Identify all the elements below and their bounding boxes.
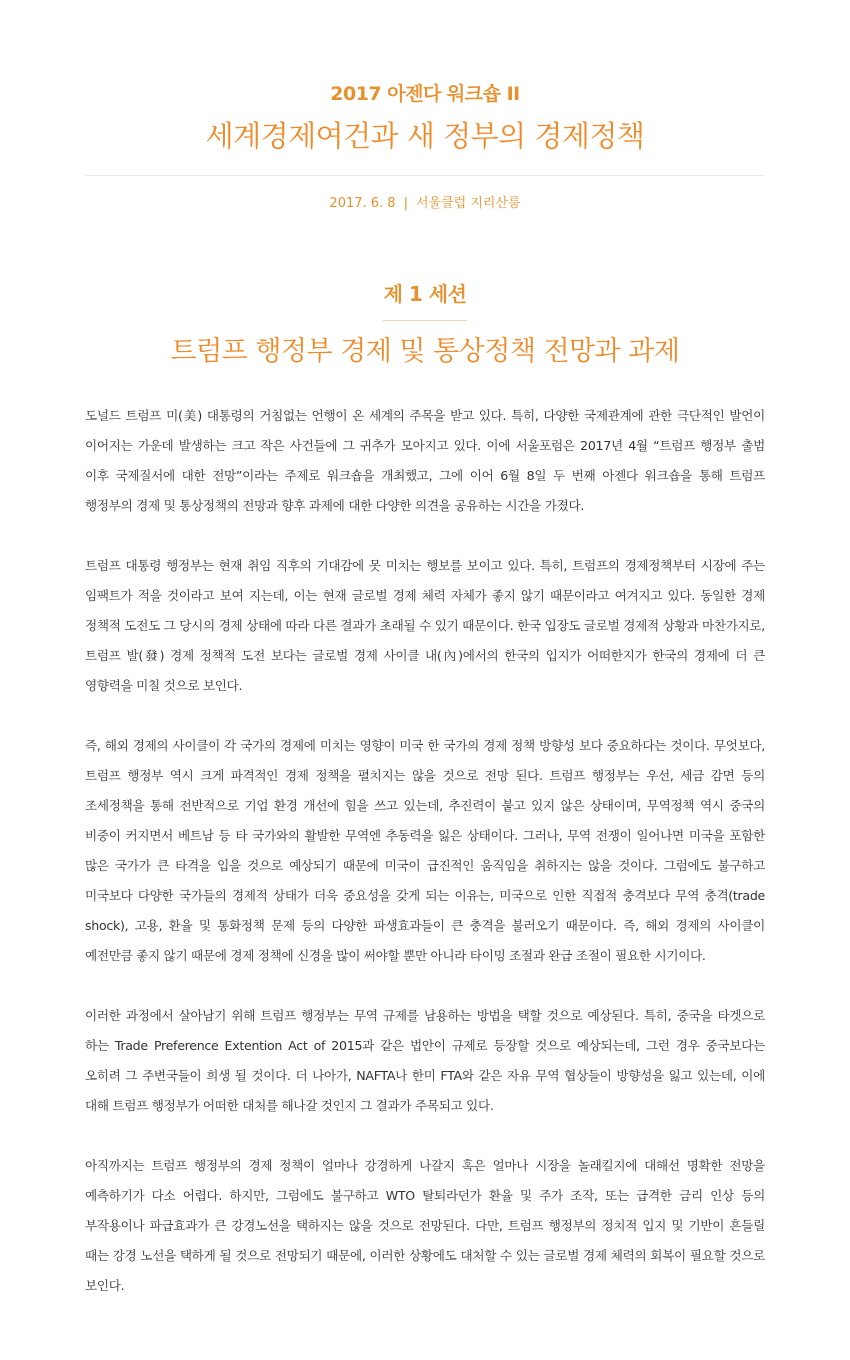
meta-separator: | — [403, 196, 408, 211]
session-title: 트럼프 행정부 경제 및 통상정책 전망과 과제 — [170, 336, 680, 367]
event-date: 2017. 6. 8 — [329, 196, 396, 211]
session-heading — [85, 278, 765, 375]
header-divider — [85, 175, 765, 176]
body-paragraph: 도널드 트럼프 미(美) 대통령의 거침없는 언행이 온 세계의 주목을 받고 있다. 특히, 다양한 국제관계에 관한 극단적인 발언이 이어지는 가운데 발생하는 크고 작은 사건들에 그 귀추가 모아지고 있다. 이에 서울포럼은 2017년 4월 “트럼프 행정부 출범 이후 국제질서에 대한 전망”이라는 주제로 워크숍을 개최했고, 그에 이어 6월 8일 두 번째 아젠다 워크숍을 통해 트럼프 행정부의 경제 및 통상정책의 전망과 향후 과제에 대한 다양한 의견을 공유하는 시간을 가졌다. — [85, 408, 765, 513]
event-title: 2017 아젠다 워크숍 II — [330, 83, 520, 105]
article-body — [85, 401, 765, 1331]
body-paragraph: 즉, 해외 경제의 사이클이 각 국가의 경제에 미치는 영향이 미국 한 국가의 경제 정책 방향성 보다 중요하다는 것이다. 무엇보다, 트럼프 행정부 역시 크게 파격적인 경제 정책을 펼치지는 않을 것으로 전망 된다. 트럼프 행정부는 우선, 세금 감면 등의 조세정책을 통해 전반적으로 기업 환경 개선에 힘을 쓰고 있는데, 추진력이 붙고 있지 않은 상태이며, 무역정책 역시 중국의 비중이 커지면서 베트남 등 타 국가와의 활발한 무역엔 추동력을 잃은 상태이다. 그러나, 무역 전쟁이 일어나면 미국을 포함한 많은 국가가 큰 타격을 입을 것으로 예상되기 때문에 미국이 급진적인 움직임을 취하지는 않을 것이다. 그럼에도 불구하고 미국보다 다양한 국가들의 경제적 상태가 더욱 중요성을 갖게 되는 이유는, 미국으로 인한 직접적 충격보다 무역 충격(trade shock), 고용, 환율 및 통화정책 문제 등의 다양한 파생효과들이 큰 충격을 불러오기 때문이다. 즉, 해외 경제의 사이클이 예전만큼 좋지 않기 때문에 경제 정책에 신경을 많이 써야할 뿐만 아니라 타이밍 조절과 완급 조절이 필요한 시기이다. — [85, 738, 765, 963]
page-title: 세계경제여건과 새 정부의 경제정책 — [205, 119, 645, 153]
body-paragraph: 트럼프 대통령 행정부는 현재 취임 직후의 기대감에 못 미치는 행보를 보이고 있다. 특히, 트럼프의 경제정책부터 시장에 주는 임팩트가 적을 것이라고 보여 지는데, 이는 현재 글로벌 경제 체력 자체가 좋지 않기 때문이라고 여겨지고 있다. 동일한 경제 정책적 도전도 그 당시의 경제 상태에 따라 다른 결과가 초래될 수 있기 때문이다. 한국 입장도 글로벌 경제적 상황과 마찬가지로, 트럼프 발(發) 경제 정책적 도전 보다는 글로벌 경제 사이클 내(內)에서의 한국의 입지가 어떠한지가 한국의 경제에 더 큰 영향력을 미칠 것으로 보인다. — [85, 558, 765, 693]
body-paragraph: 아직까지는 트럼프 행정부의 경제 정책이 얼마나 강경하게 나갈지 혹은 얼마나 시장을 놀래킬지에 대해선 명확한 전망을 예측하기가 다소 어렵다. 하지만, 그럼에도 불구하고 WTO 탈퇴라던가 환율 및 주가 조작, 또는 급격한 금리 인상 등의 부작용이나 파급효과가 큰 강경노선을 택하지는 않을 것으로 전망된다. 다만, 트럼프 행정부의 정치적 입지 및 기반이 흔들릴 때는 강경 노선을 택하게 될 것으로 전망되기 때문에, 이러한 상황에도 대처할 수 있는 글로벌 경제 체력의 회복이 필요할 것으로 보인다. — [85, 1158, 765, 1293]
page-header — [85, 78, 765, 160]
body-paragraph: 이러한 과정에서 살아남기 위해 트럼프 행정부는 무역 규제를 남용하는 방법을 택할 것으로 예상된다. 특히, 중국을 타겟으로 하는 Trade Preference Extention Act of 2015과 같은 법안이 규제로 등장할 것으로 예상되는데, 그런 경우 중국보다는 오히려 그 주변국들이 희생 될 것이다. 더 나아가, NAFTA나 한미 FTA와 같은 자유 무역 협상들이 방향성을 잃고 있는데, 이에 대해 트럼프 행정부가 어떠한 대처를 해나갈 것인지 그 결과가 주목되고 있다. — [85, 1008, 765, 1113]
session-divider — [383, 320, 467, 321]
session-label: 제 1 세션 — [383, 282, 467, 306]
event-venue: 서울클럽 지리산룸 — [415, 196, 521, 211]
event-meta — [85, 193, 765, 215]
